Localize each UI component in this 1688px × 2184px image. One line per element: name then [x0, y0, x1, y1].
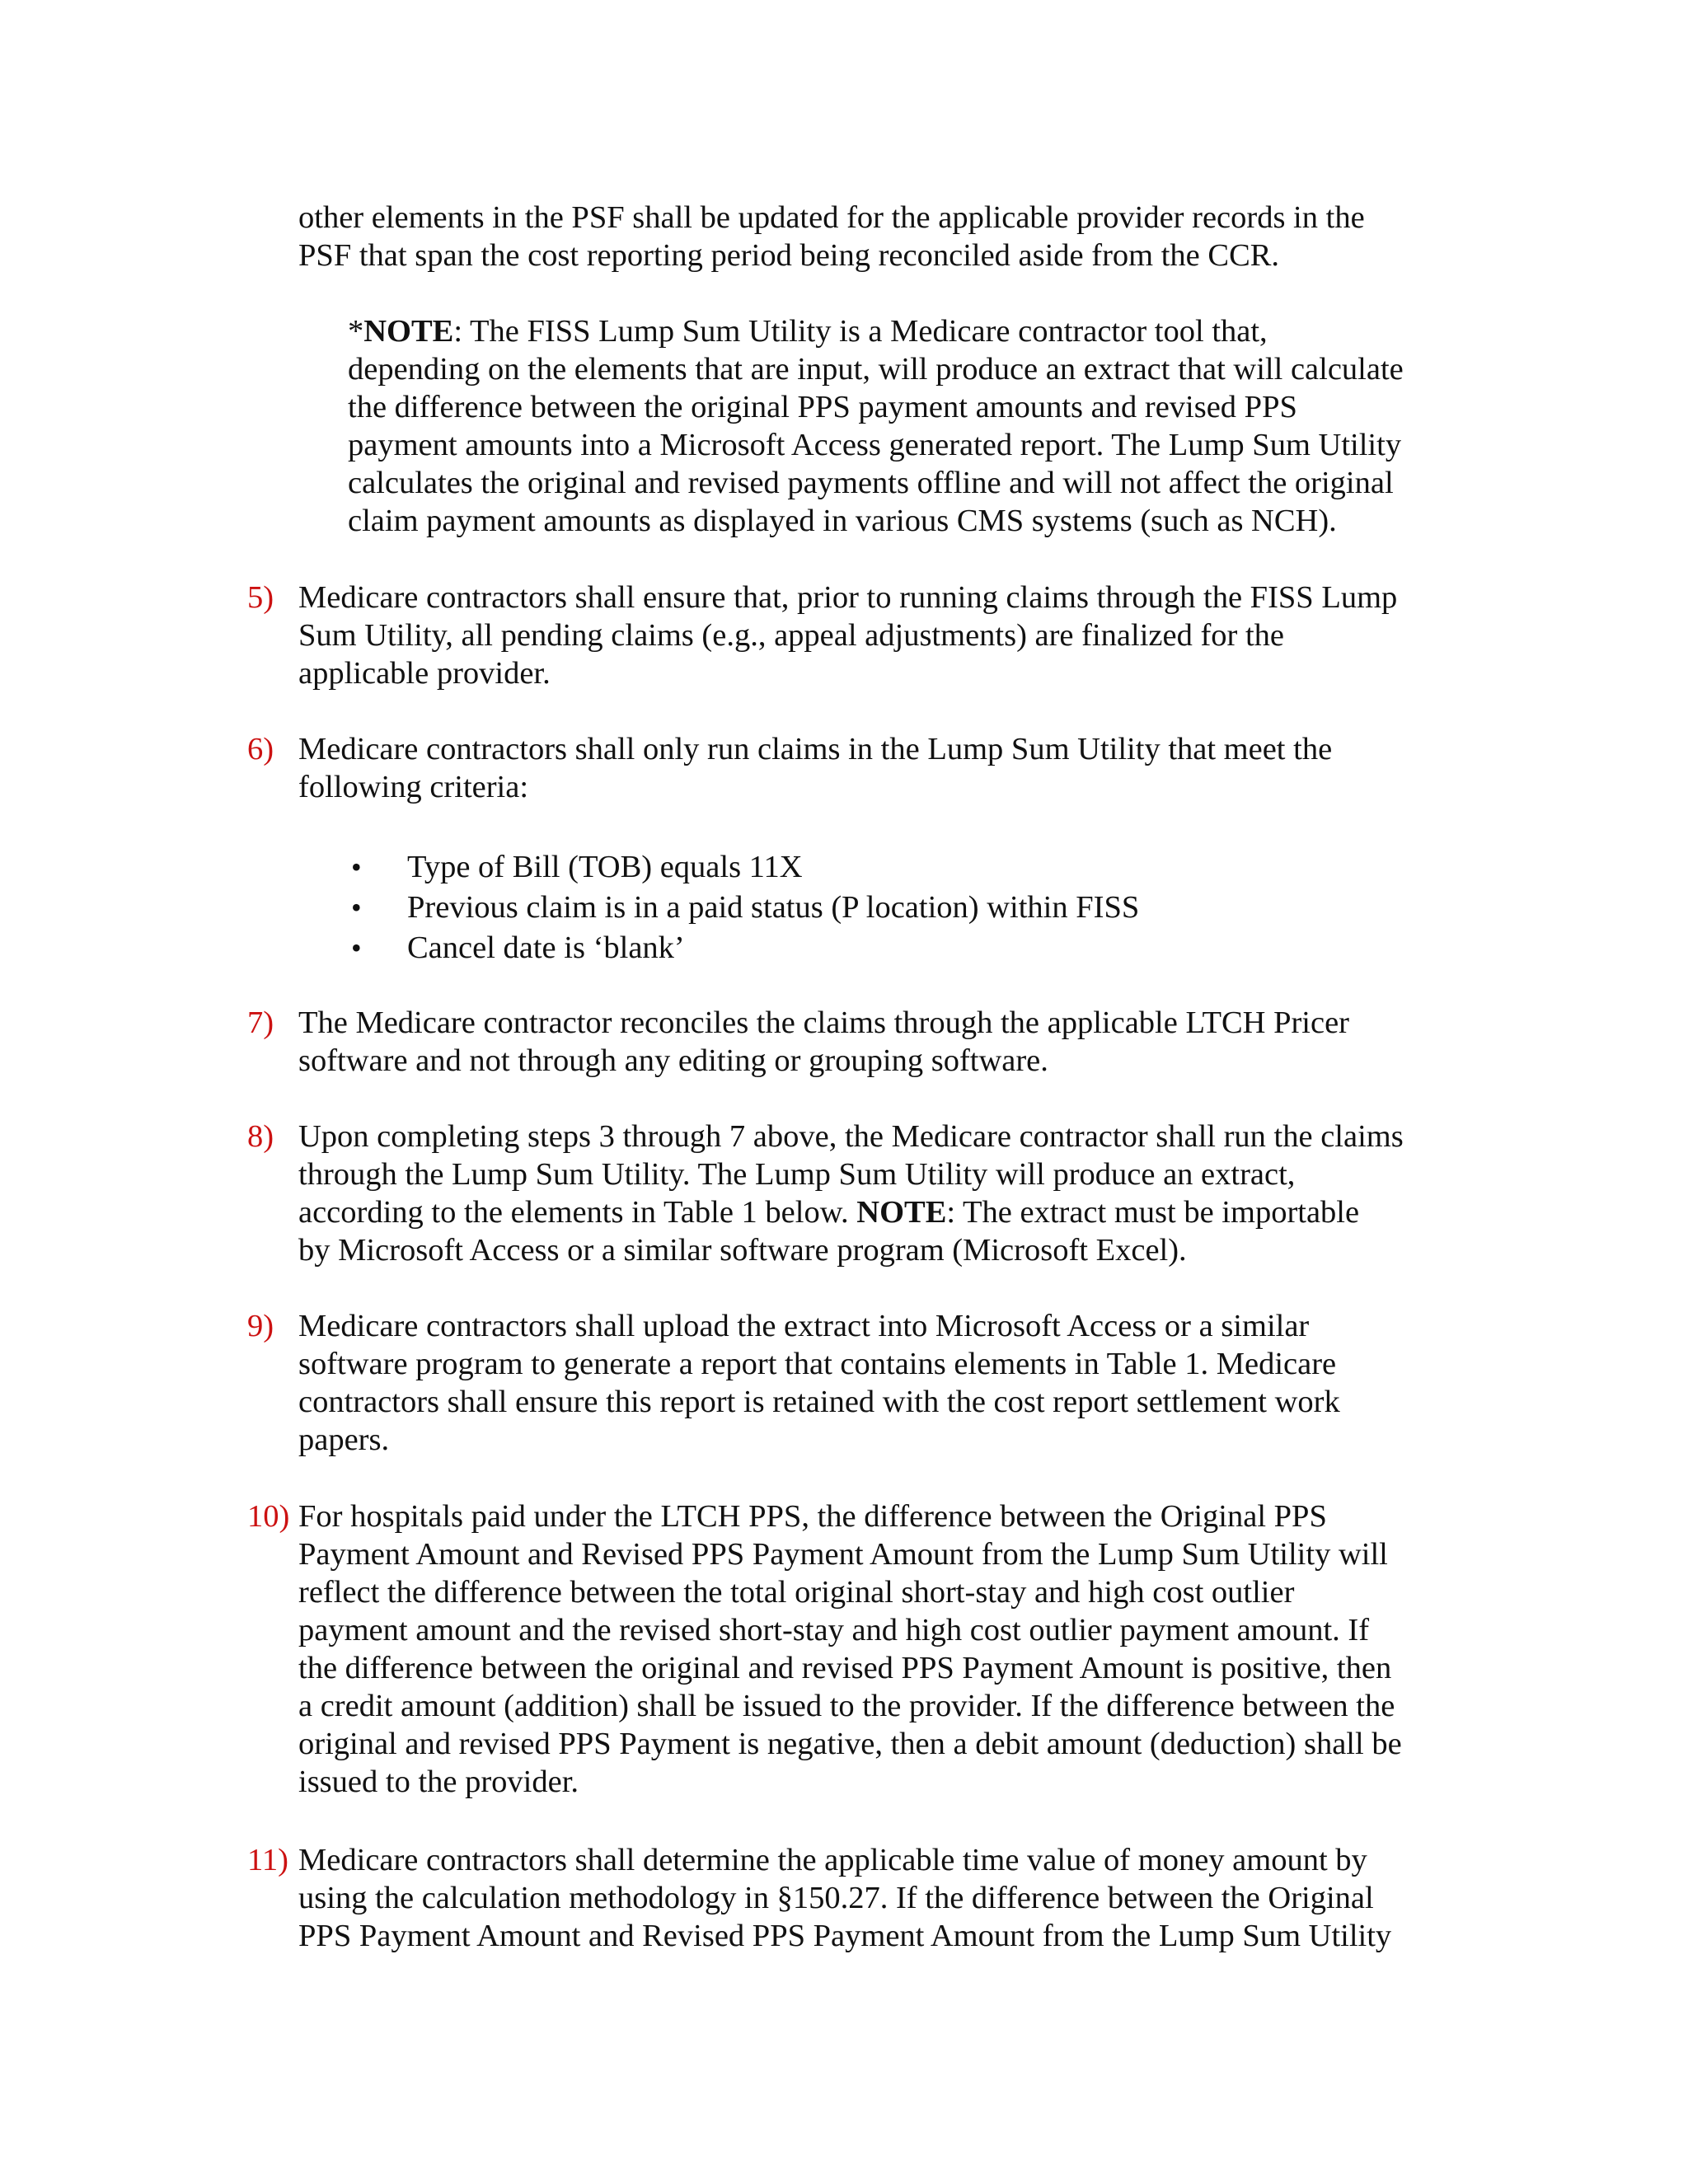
item-line: Payment Amount and Revised PPS Payment Amount from the Lump Sum Utility will: [298, 1537, 1388, 1572]
item-line: applicable provider.: [298, 656, 551, 691]
note-first-line: [348, 312, 1404, 350]
item-line: software program to generate a report that contains elements in Table 1. Medicare: [298, 1347, 1337, 1381]
item-line: issued to the provider.: [298, 1765, 579, 1799]
bullet-item: Cancel date is ‘blank’: [407, 930, 685, 965]
item-line: reflect the difference between the total original short-stay and high cost outlier: [298, 1575, 1295, 1610]
item-5-text: [298, 579, 1397, 692]
item-number-11: 11): [247, 1843, 288, 1877]
item-line: Sum Utility, all pending claims (e.g., appeal adjustments) are finalized for the: [298, 618, 1285, 653]
intro-line: other elements in the PSF shall be updated for the applicable provider records in the: [298, 200, 1365, 235]
bullet-icon: •: [351, 851, 362, 883]
item-line: through the Lump Sum Utility. The Lump Sum Utility will produce an extract,: [298, 1157, 1296, 1192]
item-line: Medicare contractors shall determine the applicable time value of money amount by: [298, 1843, 1367, 1877]
item-line: Upon completing steps 3 through 7 above, the Medicare contractor shall run the claims: [298, 1119, 1404, 1154]
note-line: calculates the original and revised payments offline and will not affect the original: [348, 466, 1394, 500]
item-8-text: [298, 1118, 1404, 1269]
item-line: Medicare contractors shall upload the extract into Microsoft Access or a similar: [298, 1309, 1310, 1343]
item-line: following criteria:: [298, 770, 529, 804]
item-8-line3-after: : The extract must be importable: [946, 1195, 1360, 1230]
item-6-text: [298, 730, 1332, 806]
note-label: NOTE: [363, 314, 454, 349]
item-line: [298, 1193, 1404, 1231]
item-number-8: 8): [247, 1119, 274, 1154]
note-first-line-text: : The FISS Lump Sum Utility is a Medicare contractor tool that,: [453, 314, 1268, 349]
item-line: payment amount and the revised short-stay and high cost outlier payment amount. If: [298, 1613, 1370, 1647]
item-8-line3-before: according to the elements in Table 1 below.: [298, 1195, 857, 1230]
note-line: depending on the elements that are input, will produce an extract that will calculate: [348, 352, 1404, 387]
item-line: software and not through any editing or grouping software.: [298, 1043, 1048, 1078]
item-7-text: [298, 1004, 1349, 1080]
item-11-text: [298, 1841, 1391, 1955]
item-number-5: 5): [247, 580, 274, 615]
item-line: Medicare contractors shall only run claims in the Lump Sum Utility that meet the: [298, 732, 1333, 766]
item-number-6: 6): [247, 732, 274, 766]
item-line: a credit amount (addition) shall be issued to the provider. If the difference between the: [298, 1689, 1395, 1723]
item-line: contractors shall ensure this report is retained with the cost report settlement work: [298, 1385, 1340, 1419]
note-line: claim payment amounts as displayed in various CMS systems (such as NCH).: [348, 504, 1337, 538]
bullet-item: Type of Bill (TOB) equals 11X: [407, 850, 803, 884]
item-line: papers.: [298, 1422, 390, 1457]
note-line: payment amounts into a Microsoft Access generated report. The Lump Sum Utility: [348, 428, 1402, 462]
bullet-icon: •: [351, 931, 362, 964]
item-8-note-label: NOTE: [856, 1195, 947, 1230]
item-line: using the calculation methodology in §150.27. If the difference between the Original: [298, 1881, 1374, 1915]
item-line: PPS Payment Amount and Revised PPS Payment Amount from the Lump Sum Utility: [298, 1919, 1392, 1953]
intro-paragraph: [298, 199, 1365, 274]
bullet-icon: •: [351, 891, 362, 924]
item-line: original and revised PPS Payment is negative, then a debit amount (deduction) shall be: [298, 1727, 1402, 1761]
item-line: Medicare contractors shall ensure that, prior to running claims through the FISS Lump: [298, 580, 1398, 615]
item-line: For hospitals paid under the LTCH PPS, the difference between the Original PPS: [298, 1499, 1327, 1534]
item-line: The Medicare contractor reconciles the claims through the applicable LTCH Pricer: [298, 1005, 1349, 1040]
item-line: the difference between the original and revised PPS Payment Amount is positive, then: [298, 1651, 1392, 1685]
item-line: by Microsoft Access or a similar software program (Microsoft Excel).: [298, 1233, 1187, 1268]
note-prefix: *: [348, 314, 364, 349]
intro-line: PSF that span the cost reporting period being reconciled aside from the CCR.: [298, 238, 1280, 273]
item-number-9: 9): [247, 1309, 274, 1343]
item-10-text: [298, 1497, 1402, 1801]
item-number-10: 10): [247, 1499, 290, 1534]
note-line: the difference between the original PPS payment amounts and revised PPS: [348, 390, 1297, 424]
note-block: [348, 312, 1404, 540]
item-number-7: 7): [247, 1005, 274, 1040]
bullet-item: Previous claim is in a paid status (P location) within FISS: [407, 890, 1140, 925]
item-9-text: [298, 1307, 1340, 1459]
